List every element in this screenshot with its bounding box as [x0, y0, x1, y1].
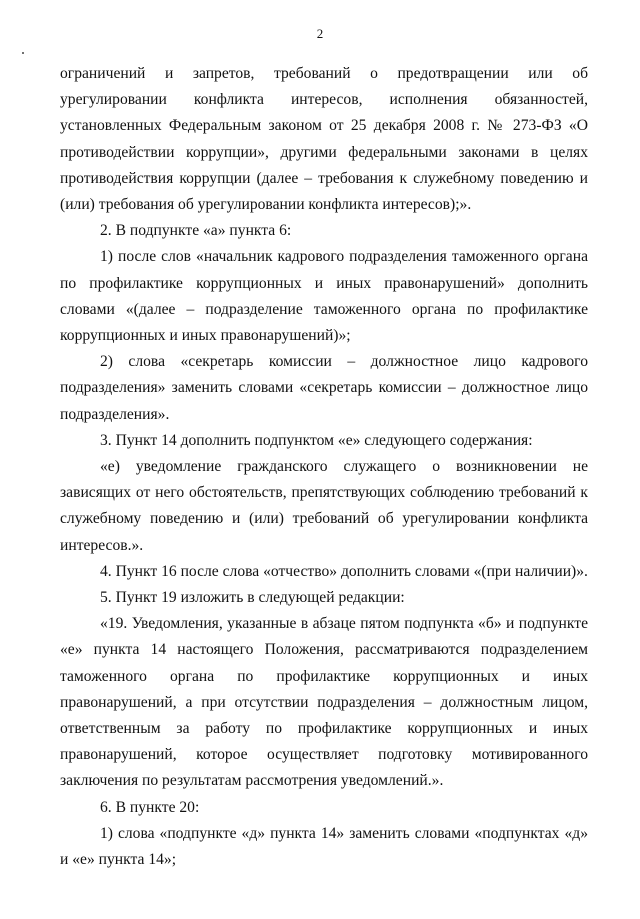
paragraph-item-3: 3. Пункт 14 дополнить подпунктом «е» следующего содержания:: [100, 431, 533, 449]
document-body: [60, 61, 588, 873]
paragraph-item-5: 5. Пункт 19 изложить в следующей редакции:: [100, 589, 405, 607]
paragraph-item-19-text: «19. Уведомления, указанные в абзаце пятом подпункта «б» и подпункте «е» пункта 14 настоящего Положения, рассматриваются подразделением таможенного органа по профилактике коррупционных и иных правонарушений, а при отсутствии подразделения – должностным лицом, ответственным за работу по профилактике коррупционных и иных правонарушений, которое осуществляет подготовку мотивированного заключения по результатам рассмотрения уведомлений.».: [60, 615, 588, 790]
paragraph-subitem-2-1: 1) после слов «начальник кадрового подразделения таможенного органа по профилактике коррупционных и иных правонарушений» дополнить словами «(далее – подразделение таможенного органа по профилактике коррупционных и иных правонарушений)»;: [60, 248, 588, 345]
scan-speck: [22, 52, 24, 54]
paragraph-subitem-3-e: «е) уведомление гражданского служащего о возникновении не зависящих от него обстоятельств, препятствующих соблюдению требований к служебному поведению и (или) требований об урегулировании конфликта интересов.».: [60, 458, 588, 554]
paragraph-item-6: 6. В пункте 20:: [100, 798, 200, 816]
paragraph-subitem-6-1: 1) слова «подпункте «д» пункта 14» заменить словами «подпунктах «д» и «е» пункта 14»;: [60, 824, 588, 869]
paragraph-item-2: 2. В подпункте «а» пункта 6:: [100, 222, 292, 240]
page-number: 2: [316, 26, 324, 41]
paragraph-item-4: 4. Пункт 16 после слова «отчество» дополнить словами «(при наличии)».: [100, 562, 588, 580]
paragraph-subitem-2-2: 2) слова «секретарь комиссии – должностное лицо кадрового подразделения» заменить словами «секретарь комиссии – должностное лицо подразделения».: [60, 353, 588, 423]
paragraph-continuation: ограничений и запретов, требований о предотвращении или об урегулировании конфликта интересов, исполнения обязанностей, установленных Федеральным законом от 25 декабря 2008 г. № 273-ФЗ «О противодействии коррупции», другими федеральными законами в целях противодействия коррупции (далее – требования к служебному поведению и (или) требования об урегулировании конфликта интересов);».: [60, 65, 588, 214]
